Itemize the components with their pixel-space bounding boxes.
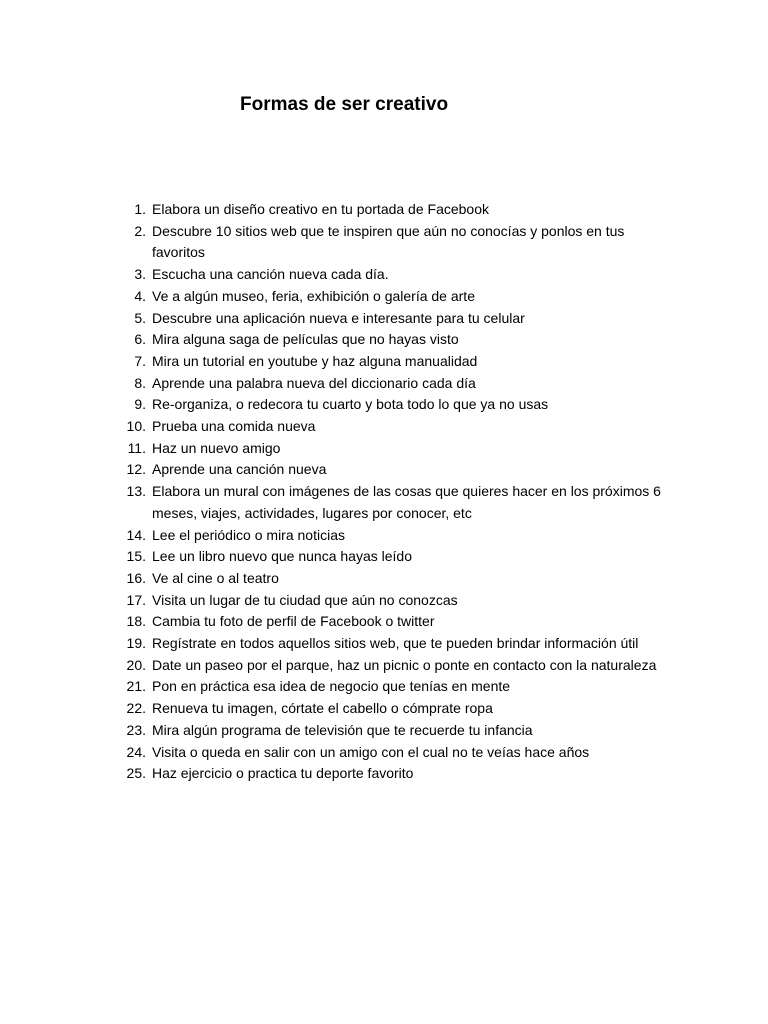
list-item-text: Visita o queda en salir con un amigo con el cual no te veías hace años — [152, 743, 590, 760]
list-item-text: Descubre una aplicación nueva e interesante para tu celular — [152, 309, 525, 326]
list-item-number: 7. — [134, 352, 146, 369]
list-item-text: Haz un nuevo amigo — [152, 439, 281, 456]
list-item-number: 21. — [126, 678, 146, 695]
list-item — [122, 329, 662, 351]
list-item-text: Lee el periódico o mira noticias — [152, 526, 345, 543]
list-item — [122, 351, 662, 373]
list-item-text: Prueba una comida nueva — [152, 418, 316, 435]
list-item-text: Pon en práctica esa idea de negocio que tenías en mente — [152, 678, 511, 695]
list-item — [122, 394, 662, 416]
list-item-text: Lee un libro nuevo que nunca hayas leído — [152, 548, 412, 565]
list-item — [122, 373, 662, 395]
list-item-text: Mira alguna saga de películas que no hayas visto — [152, 331, 459, 348]
list-item-number: 10. — [126, 418, 146, 435]
list-item — [122, 199, 662, 221]
list-item-number: 4. — [134, 287, 146, 304]
list-item — [122, 568, 662, 590]
list-item — [122, 676, 662, 698]
list-item-text: Mira algún programa de televisión que te recuerde tu infancia — [152, 721, 533, 738]
creative-ways-list — [122, 199, 662, 785]
list-item-number: 8. — [134, 374, 146, 391]
list-item — [122, 763, 662, 785]
list-item-text: Haz ejercicio o practica tu deporte favorito — [152, 765, 414, 782]
list-item-text: Date un paseo por el parque, haz un picnic o ponte en contacto con la naturaleza — [152, 656, 657, 673]
list-item-number: 20. — [126, 656, 146, 673]
list-item-text: Re-organiza, o redecora tu cuarto y bota todo lo que ya no usas — [152, 396, 549, 413]
list-item-text: Cambia tu foto de perfil de Facebook o twitter — [152, 613, 435, 630]
document-title: Formas de ser creativo — [240, 94, 449, 115]
list-item-text: Ve al cine o al teatro — [152, 569, 279, 586]
list-item-text: Aprende una palabra nueva del diccionario cada día — [152, 374, 476, 391]
list-item-number: 5. — [134, 309, 146, 326]
list-item-number: 14. — [126, 526, 146, 543]
list-item-text: Elabora un diseño creativo en tu portada de Facebook — [152, 201, 490, 217]
list-item-number: 17. — [126, 591, 146, 608]
list-item-text: Aprende una canción nueva — [152, 461, 327, 478]
list-item-text: Mira un tutorial en youtube y haz alguna manualidad — [152, 352, 478, 369]
list-item — [122, 438, 662, 460]
list-item-number: 12. — [126, 461, 146, 478]
list-item-number: 6. — [134, 331, 146, 348]
list-item-number: 18. — [126, 613, 146, 630]
list-item-number: 1. — [134, 201, 146, 217]
list-item-number: 22. — [126, 700, 146, 717]
list-item — [122, 611, 662, 633]
list-item — [122, 655, 662, 677]
list-item-number: 2. — [134, 222, 146, 239]
list-item — [122, 459, 662, 481]
list-item-number: 11. — [127, 439, 146, 456]
list-item — [122, 221, 662, 264]
list-item-number: 25. — [126, 765, 146, 782]
list-item-text: Visita un lugar de tu ciudad que aún no conozcas — [152, 591, 458, 608]
list-item-number: 13. — [126, 483, 146, 500]
list-item — [122, 590, 662, 612]
list-item — [122, 416, 662, 438]
list-item-number: 15. — [126, 548, 146, 565]
list-item-text: Renueva tu imagen, córtate el cabello o cómprate ropa — [152, 700, 493, 717]
list-item-number: 3. — [134, 266, 146, 283]
list-item-number: 9. — [134, 396, 146, 413]
list-item — [122, 698, 662, 720]
list-item-number: 23. — [126, 721, 146, 738]
list-item — [122, 525, 662, 547]
list-item — [122, 264, 662, 286]
list-item — [122, 308, 662, 330]
list-item-text: Elabora un mural con imágenes de las cosas que quieres hacer en los próximos 6 meses, viajes, actividades, lugares por conocer, etc — [152, 483, 661, 521]
list-item-number: 16. — [126, 569, 146, 586]
list-item — [122, 286, 662, 308]
list-item-text: Ve a algún museo, feria, exhibición o galería de arte — [152, 287, 475, 304]
list-item-text: Escucha una canción nueva cada día. — [152, 266, 389, 283]
list-item-text: Regístrate en todos aquellos sitios web, que te pueden brindar información útil — [152, 635, 639, 652]
list-item — [122, 481, 662, 524]
list-item-number: 19. — [126, 635, 146, 652]
list-item — [122, 742, 662, 764]
list-item-text: Descubre 10 sitios web que te inspiren que aún no conocías y ponlos en tus favoritos — [152, 222, 625, 261]
list-item — [122, 720, 662, 742]
list-item — [122, 546, 662, 568]
list-item-number: 24. — [126, 743, 146, 760]
list-item — [122, 633, 662, 655]
